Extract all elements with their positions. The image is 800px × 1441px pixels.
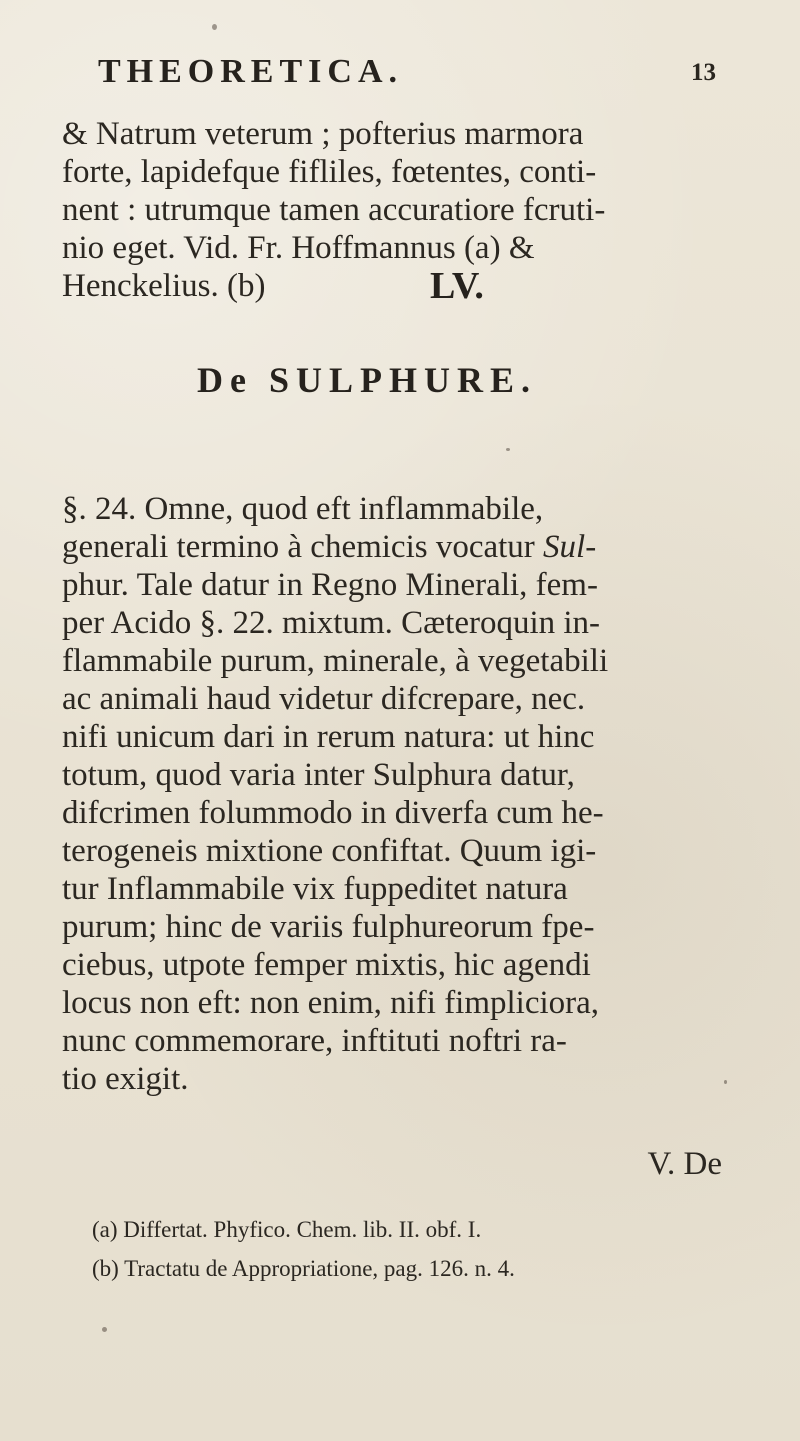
- ink-speck: [102, 1327, 107, 1332]
- text-line: terogeneis mixtione confiftat. Quum igi-: [62, 833, 597, 869]
- paragraph-one: [62, 115, 777, 305]
- running-title: THEORETICA.: [98, 53, 403, 90]
- text-line: phur. Tale datur in Regno Minerali, fem-: [62, 567, 598, 603]
- text-line: ac animali haud videtur difcrepare, nec.: [62, 681, 586, 717]
- footnote: (a) Differtat. Phyfico. Chem. lib. II. obf. I.: [92, 1217, 482, 1242]
- text-line: [62, 528, 777, 566]
- text-line: totum, quod varia inter Sulphura datur,: [62, 757, 575, 793]
- paragraph-two: [62, 490, 777, 1098]
- footnotes: [92, 1210, 782, 1288]
- section-title: De SULPHURE.: [197, 360, 538, 400]
- text-line: purum; hinc de variis fulphureorum fpe-: [62, 909, 595, 945]
- italic-word: Sul-: [543, 529, 597, 565]
- text-line: per Acido §. 22. mixtum. Cæteroquin in-: [62, 605, 601, 641]
- text-line: nent : utrumque tamen accuratiore fcruti-: [62, 192, 606, 228]
- section-number: LV.: [430, 265, 484, 307]
- text-line: & Natrum veterum ; pofterius marmora: [62, 116, 584, 152]
- ink-speck: [212, 24, 217, 30]
- text-line: flammabile purum, minerale, à vegetabili: [62, 643, 609, 679]
- text-segment: generali termino à chemicis vocatur: [62, 529, 535, 565]
- text-line: locus non eft: non enim, nifi fimpliciora,: [62, 985, 600, 1021]
- text-line: forte, lapidefque fifliles, fœtentes, conti-: [62, 154, 597, 190]
- text-line: tio exigit.: [62, 1061, 189, 1097]
- text-line: Henckelius. (b): [62, 268, 266, 304]
- text-line: tur Inflammabile vix fuppeditet natura: [62, 871, 568, 907]
- footnote: (b) Tractatu de Appropriatione, pag. 126. n. 4.: [92, 1256, 515, 1281]
- text-line: nio eget. Vid. Fr. Hoffmannus (a) &: [62, 230, 535, 266]
- text-line: nifi unicum dari in rerum natura: ut hinc: [62, 719, 595, 755]
- text-line: nunc commemorare, inftituti noftri ra-: [62, 1023, 567, 1059]
- page-number: 13: [691, 59, 716, 86]
- text-line: ciebus, utpote femper mixtis, hic agendi: [62, 947, 591, 983]
- ink-speck: [506, 448, 510, 451]
- text-line: difcrimen folummodo in diverfa cum he-: [62, 795, 604, 831]
- page-header: [90, 52, 720, 98]
- catchword: V. De: [647, 1146, 722, 1182]
- text-line: §. 24. Omne, quod eft inflammabile,: [62, 491, 544, 527]
